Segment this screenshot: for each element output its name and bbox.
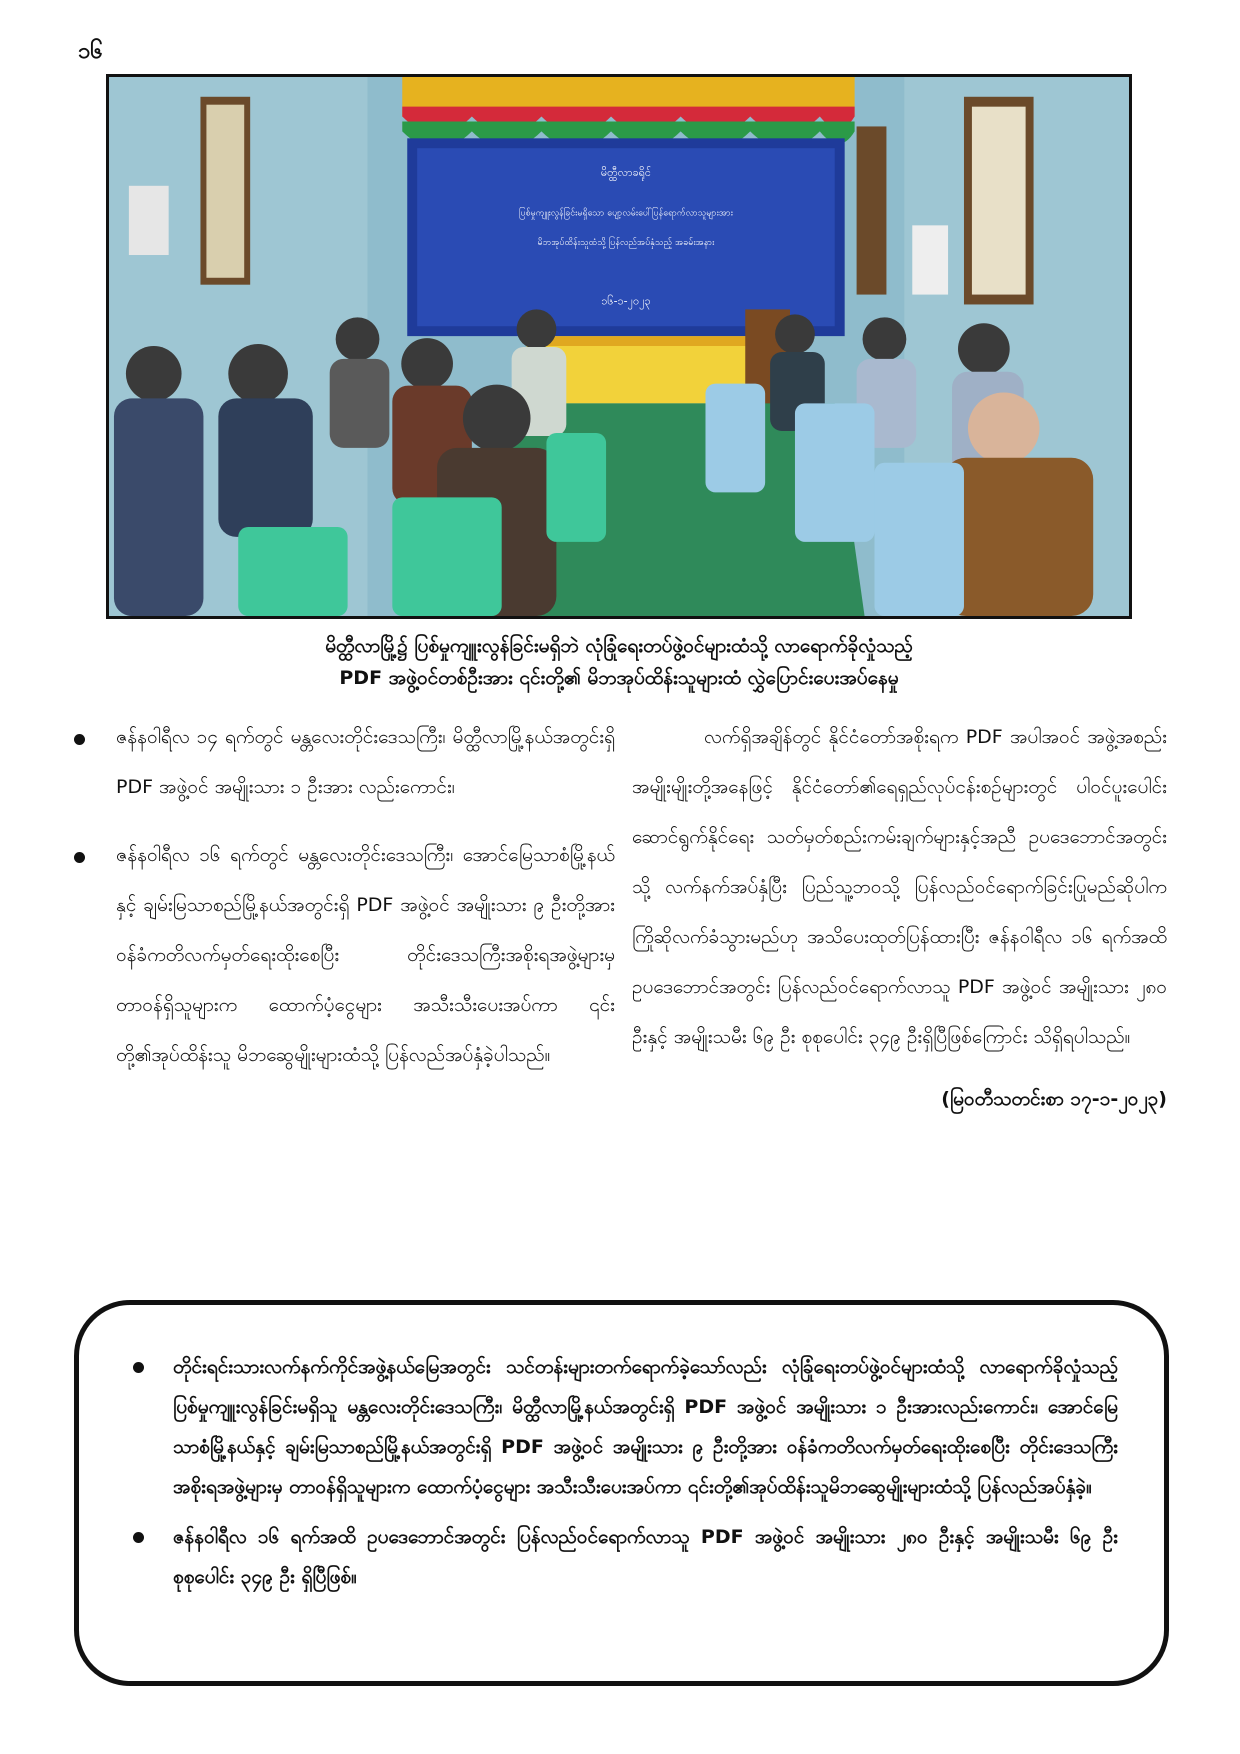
bullet-icon — [74, 852, 85, 863]
left-bullet-text: ဇန်နဝါရီလ ၁၄ ရက်တွင် မန္တလေးတိုင်းဒေသကြီး၊ မိတ္ထီလာမြို့နယ်အတွင်းရှိ PDF အဖွဲ့ဝင် အမျိုးသား ၁ ဦးအား လည်းကောင်း၊ — [116, 726, 615, 798]
banner-text-line: ပြစ်မှုကျူးလွန်ခြင်းမရှိသော ပျော့လမ်းပေါ်ပြန်ရောက်လာသူများအား — [518, 208, 733, 219]
page-number: ၁၆ — [78, 39, 103, 64]
news-source: (မြဝတီသတင်းစာ ၁၇-၁-၂၀၂၃) — [941, 1088, 1167, 1110]
banner-text-line: ၁၆-၁-၂၀၂၃ — [601, 294, 651, 308]
bullet-icon — [74, 734, 85, 745]
left-bullet-item — [70, 712, 615, 812]
summary-box — [74, 1300, 1169, 1686]
left-bullet-text: ဇန်နဝါရီလ ၁၆ ရက်တွင် မန္တလေးတိုင်းဒေသကြီး၊ အောင်မြေသာစံမြို့နယ်နှင့် ချမ်းမြသာစည်မြို့နယ်အတွင်းရှိ PDF အဖွဲ့ဝင် အမျိုးသား ၉ ဦးတို့အား ဝန်ခံကတိလက်မှတ်ရေးထိုးစေပြီး တိုင်းဒေသကြီးအစိုးရအဖွဲ့များမှ တာဝန်ရှိသူများက ထောက်ပံ့ငွေများ အသီးသီးပေးအပ်ကာ ၎င်းတို့၏အုပ်ထိန်းသူ မိဘဆွေမျိုးများထံသို့ ပြန်လည်အပ်နှံခဲ့ပါသည်။ — [116, 844, 615, 1066]
photo-caption — [106, 630, 1132, 694]
right-column — [632, 712, 1167, 1124]
bullet-icon — [133, 1532, 144, 1543]
banner-text-line: မိဘအုပ်ထိန်းသူထံသို့ ပြန်လည်အပ်နှံသည့် အခမ်းအနား — [537, 238, 715, 249]
summary-text: တိုင်းရင်းသားလက်နက်ကိုင်အဖွဲ့နယ်မြေအတွင်း သင်တန်းများတက်ရောက်ခဲ့သော်လည်း လုံခြုံရေးတပ်ဖွဲ့ဝင်များထံသို့ လာရောက်ခိုလှုံသည့် ပြစ်မှုကျူးလွန်ခြင်းမရှိသူ မန္တလေးတိုင်းဒေသကြီး၊ မိတ္ထီလာမြို့နယ်အတွင်းရှိ PDF အဖွဲ့ဝင် အမျိုးသား ၁ ဦးအားလည်းကောင်း၊ အောင်မြေသာစံမြို့နယ်နှင့် ချမ်းမြသာစည်မြို့နယ်အတွင်းရှိ PDF အဖွဲ့ဝင် အမျိုးသား ၉ ဦးတို့အား ဝန်ခံကတိလက်မှတ်ရေးထိုးစေပြီး တိုင်းဒေသကြီးအစိုးရအဖွဲ့များမှ တာဝန်ရှိသူများက ထောက်ပံ့ငွေများ အသီးသီးပေးအပ်ကာ ၎င်းတို့၏အုပ်ထိန်းသူမိဘဆွေမျိုးများထံသို့ ပြန်လည်အပ်နှံခဲ့။ — [173, 1356, 1118, 1498]
caption-line-1: မိတ္ထီလာမြို့၌ ပြစ်မှုကျူးလွန်ခြင်းမရှိဘဲ လုံခြုံရေးတပ်ဖွဲ့ဝင်များထံသို့ လာရောက်ခိုလှုံသည့် — [325, 635, 913, 657]
right-paragraph: လက်ရှိအချိန်တွင် နိုင်ငံတော်အစိုးရက PDF အပါအဝင် အဖွဲ့အစည်းအမျိုးမျိုးတို့အနေဖြင့် နိုင်ငံတော်၏ရေရှည်လုပ်ငန်းစဉ်များတွင် ပါဝင်ပူးပေါင်းဆောင်ရွက်နိုင်ရေး သတ်မှတ်စည်းကမ်းချက်များနှင့်အညီ ဥပဒေဘောင်အတွင်းသို့ လက်နက်အပ်နှံပြီး ပြည်သူ့ဘဝသို့ ပြန်လည်ဝင်ရောက်ခြင်းပြုမည်ဆိုပါက ကြိုဆိုလက်ခံသွားမည်ဟု အသိပေးထုတ်ပြန်ထားပြီး ဇန်နဝါရီလ ၁၆ ရက်အထိ ဥပဒေဘောင်အတွင်း ပြန်လည်ဝင်ရောက်လာသူ PDF အဖွဲ့ဝင် အမျိုးသား ၂၈၀ ဦးနှင့် အမျိုးသမီး ၆၉ ဦး စုစုပေါင်း ၃၄၉ ဦးရှိပြီဖြစ်ကြောင်း သိရှိရပါသည်။ — [632, 726, 1167, 1048]
left-column — [70, 712, 615, 1098]
ceremony-photo — [106, 74, 1132, 619]
banner-text-line: မိတ္ထီလာခရိုင် — [600, 165, 651, 179]
caption-line-2: PDF အဖွဲ့ဝင်တစ်ဦးအား ၎င်းတို့၏ မိဘအုပ်ထိန်းသူများထံ လွှဲပြောင်းပေးအပ်နေမှု — [339, 667, 899, 689]
summary-item — [129, 1517, 1118, 1597]
bullet-icon — [133, 1362, 144, 1373]
summary-item — [129, 1347, 1118, 1507]
ceremony-photo-illustration — [109, 77, 1129, 616]
left-bullet-item — [70, 830, 615, 1080]
summary-text: ဇန်နဝါရီလ ၁၆ ရက်အထိ ဥပဒေဘောင်အတွင်း ပြန်လည်ဝင်ရောက်လာသူ PDF အဖွဲ့ဝင် အမျိုးသား ၂၈၀ ဦးနှင့် အမျိုးသမီး ၆၉ ဦး စုစုပေါင်း ၃၄၉ ဦး ရှိပြီဖြစ်။ — [173, 1526, 1118, 1588]
